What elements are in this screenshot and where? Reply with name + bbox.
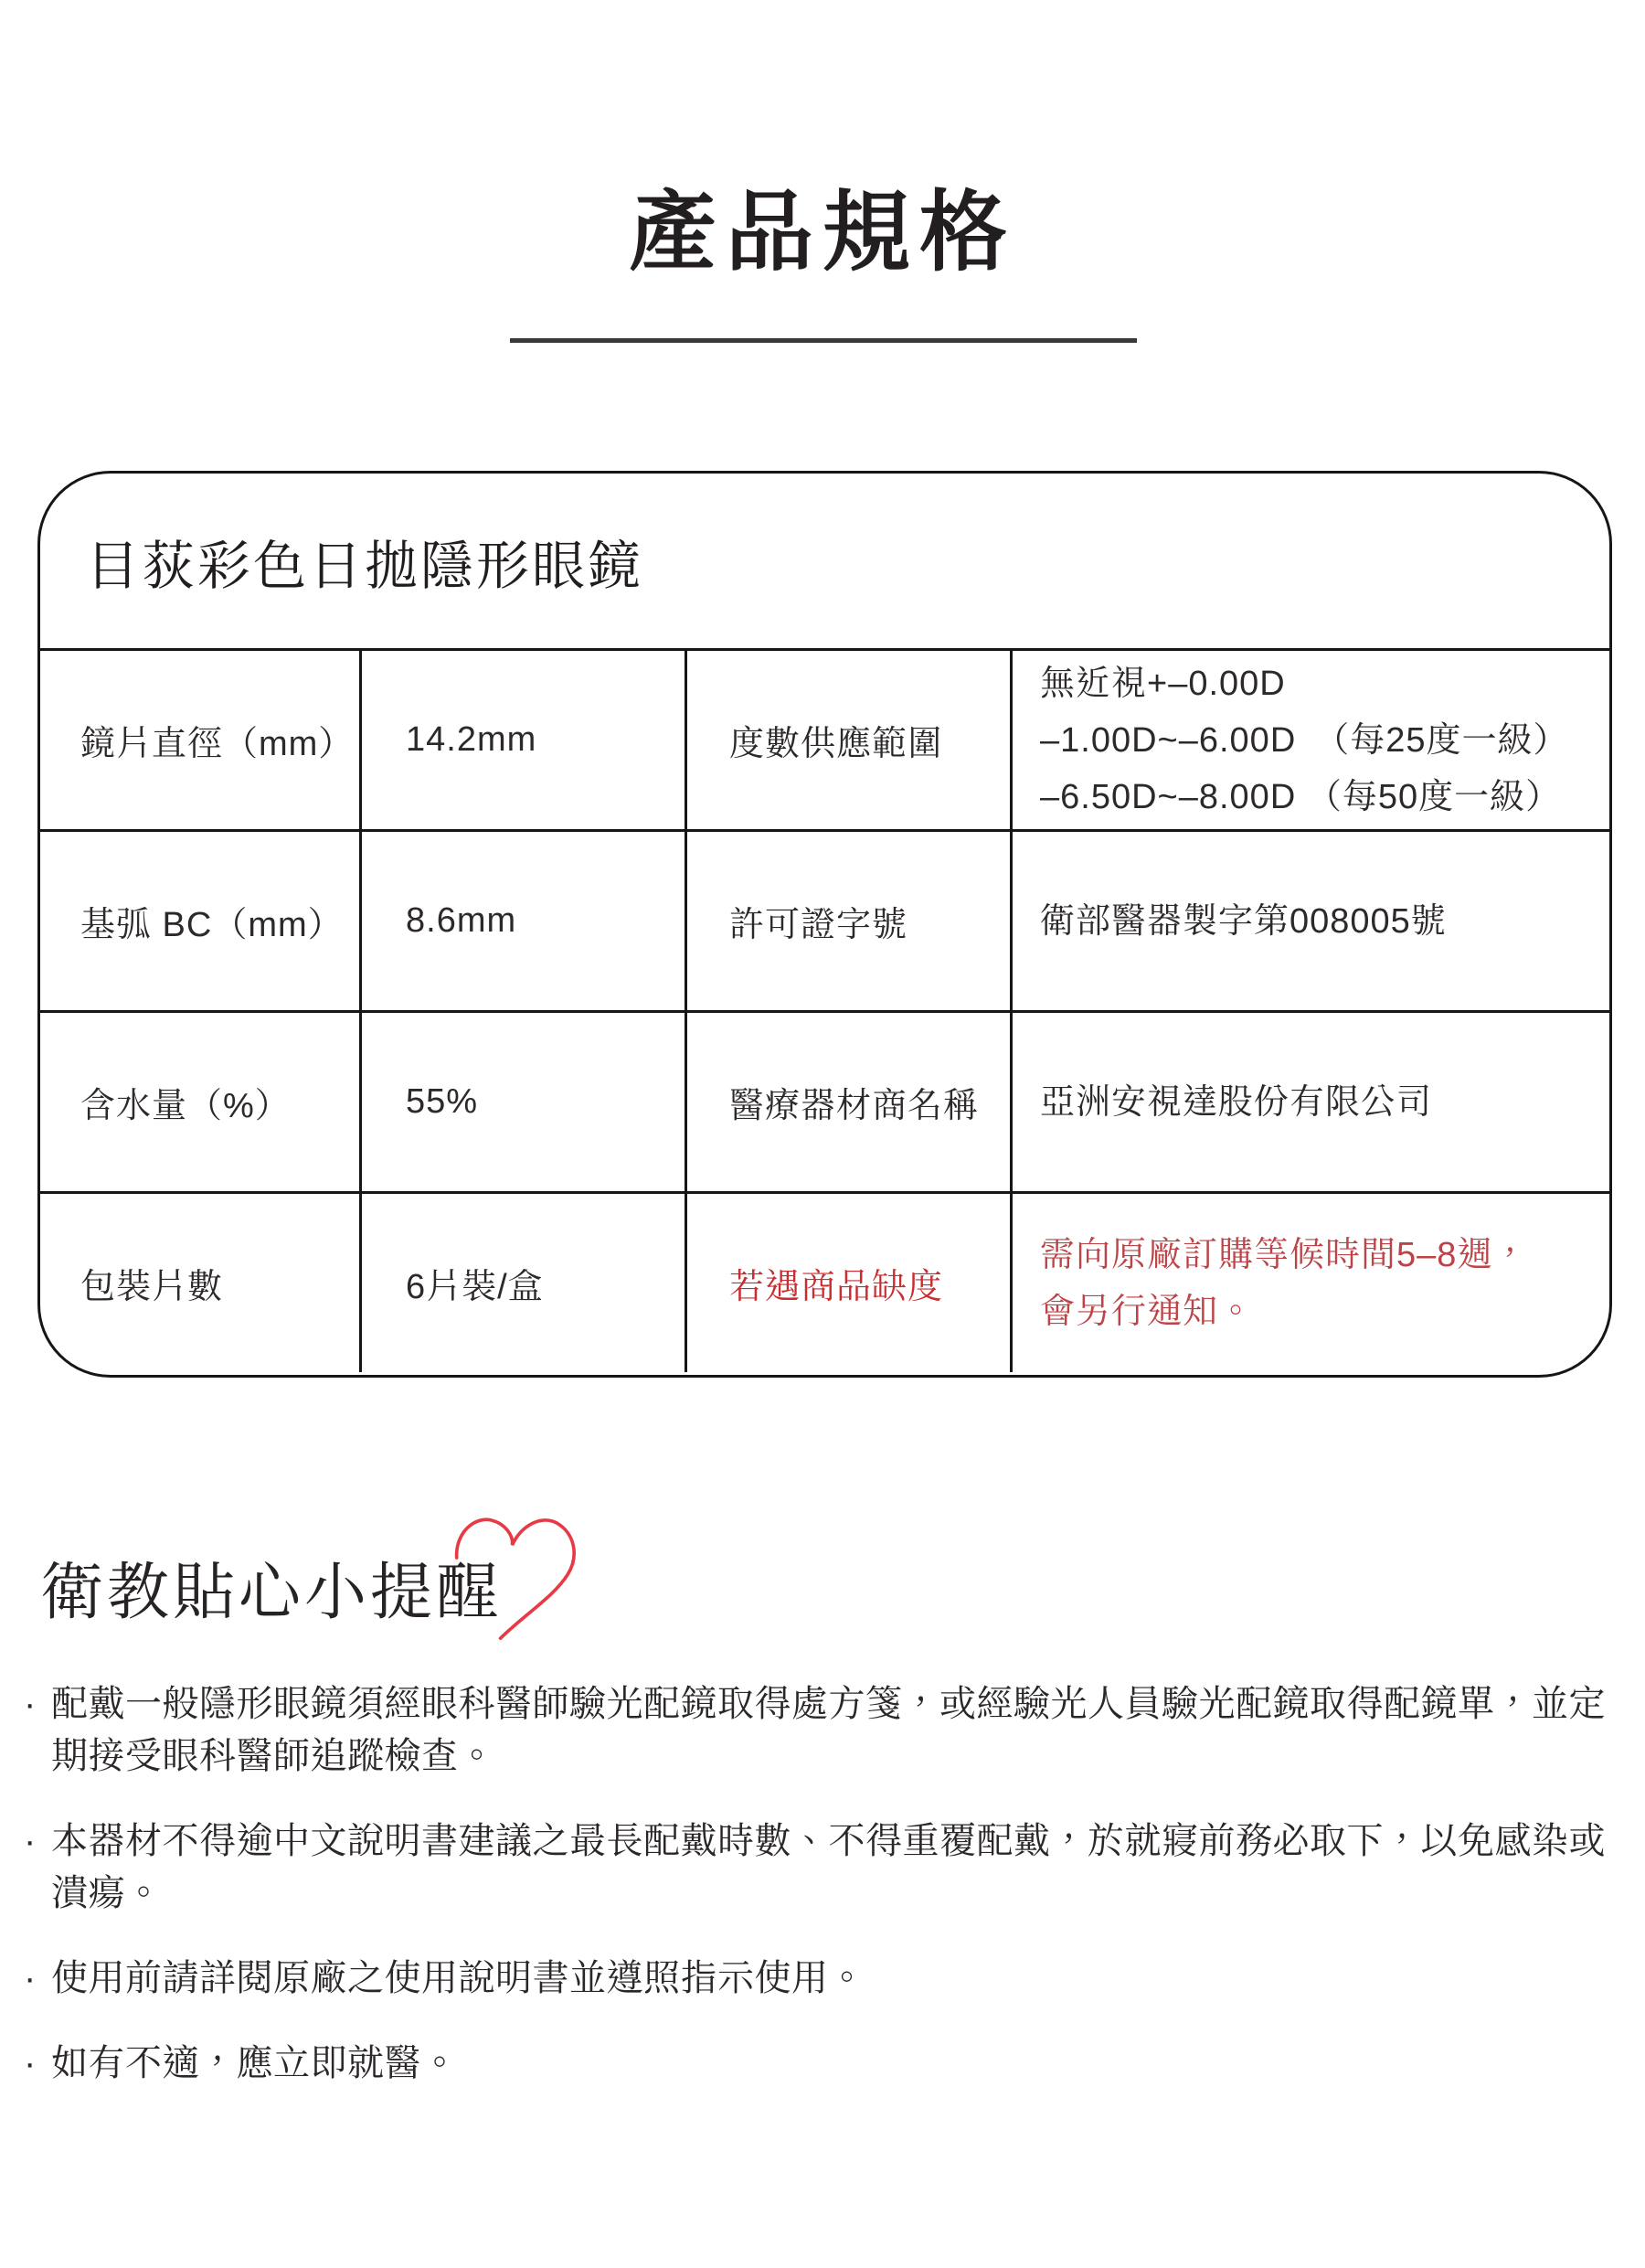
out-of-stock-note-line: 會另行通知。 (1040, 1292, 1255, 1331)
list-item (20, 1815, 1625, 1920)
note-line: 配戴一般隱形眼鏡須經眼科醫師驗光配鏡取得處方箋，或經驗光人員驗光配鏡取得配鏡單，並定 (51, 1684, 1606, 1724)
note-text (51, 1953, 865, 2005)
note-text (51, 1815, 1606, 1920)
spec-value-lens-diameter: 14.2mm (359, 651, 685, 829)
power-range-line: 無近視+–0.00D (1040, 664, 1286, 703)
spec-value-base-curve: 8.6mm (359, 832, 685, 1010)
bullet-dot: · (24, 2043, 37, 2083)
vendor-name-line: 亞洲安視達股份有限公司 (1040, 1082, 1433, 1122)
list-item (20, 1678, 1625, 1783)
spec-label-base-curve: 基弧 BC（mm） (80, 906, 344, 944)
health-education-heading: 衛教貼心小提醒 (41, 1558, 503, 1627)
health-notes-list (20, 1678, 1625, 2123)
spec-value-license-number (1010, 832, 1609, 1010)
table-row (40, 829, 1609, 1010)
spec-label-vendor-name: 醫療器材商名稱 (685, 1013, 1010, 1191)
list-item (20, 1953, 1625, 2005)
license-number-line: 衛部醫器製字第008005號 (1040, 901, 1447, 941)
page-title: 產品規格 (629, 184, 1016, 282)
note-line: 如有不適，應立即就醫。 (51, 2043, 459, 2083)
power-range-line: –1.00D~–6.00D （每25度一級） (1040, 720, 1569, 760)
heart-outline-icon (444, 1508, 583, 1642)
out-of-stock-note-line: 需向原廠訂購等候時間5–8週， (1040, 1235, 1529, 1274)
bullet-dot: · (24, 1821, 37, 1861)
spec-table-product-name: 目荻彩色日拋隱形眼鏡 (86, 536, 644, 596)
spec-label-pack-quantity: 包裝片數 (80, 1268, 224, 1306)
spec-label-power-range: 度數供應範圍 (685, 651, 1010, 829)
note-text (51, 2038, 459, 2090)
spec-value-vendor-name (1010, 1013, 1609, 1191)
spec-value-pack-quantity: 6片裝/盒 (359, 1194, 685, 1372)
list-item (20, 2038, 1625, 2090)
spec-label-water-content: 含水量（%） (80, 1087, 291, 1125)
table-row (40, 648, 1609, 829)
bullet-dot: · (24, 1958, 37, 1998)
table-row (40, 1010, 1609, 1191)
spec-value-out-of-stock-note (1010, 1194, 1609, 1372)
title-underline (510, 338, 1137, 343)
spec-table (37, 471, 1612, 1378)
spec-label-lens-diameter: 鏡片直徑（mm） (80, 725, 355, 763)
note-line: 使用前請詳閱原廠之使用說明書並遵照指示使用。 (51, 1958, 865, 1998)
spec-label-out-of-stock: 若遇商品缺度 (685, 1194, 1010, 1372)
table-row (40, 1191, 1609, 1372)
spec-value-water-content: 55% (359, 1013, 685, 1191)
note-line: 期接受眼科醫師追蹤檢查。 (51, 1736, 495, 1776)
note-line: 本器材不得逾中文說明書建議之最長配戴時數、不得重覆配戴，於就寢前務必取下，以免感染或 (51, 1821, 1606, 1861)
spec-label-license-number: 許可證字號 (685, 832, 1010, 1010)
power-range-line: –6.50D~–8.00D （每50度一級） (1040, 777, 1562, 816)
bullet-dot: · (24, 1684, 37, 1724)
note-text (51, 1678, 1606, 1783)
note-line: 潰瘍。 (51, 1873, 163, 1913)
spec-value-power-range (1010, 651, 1609, 829)
